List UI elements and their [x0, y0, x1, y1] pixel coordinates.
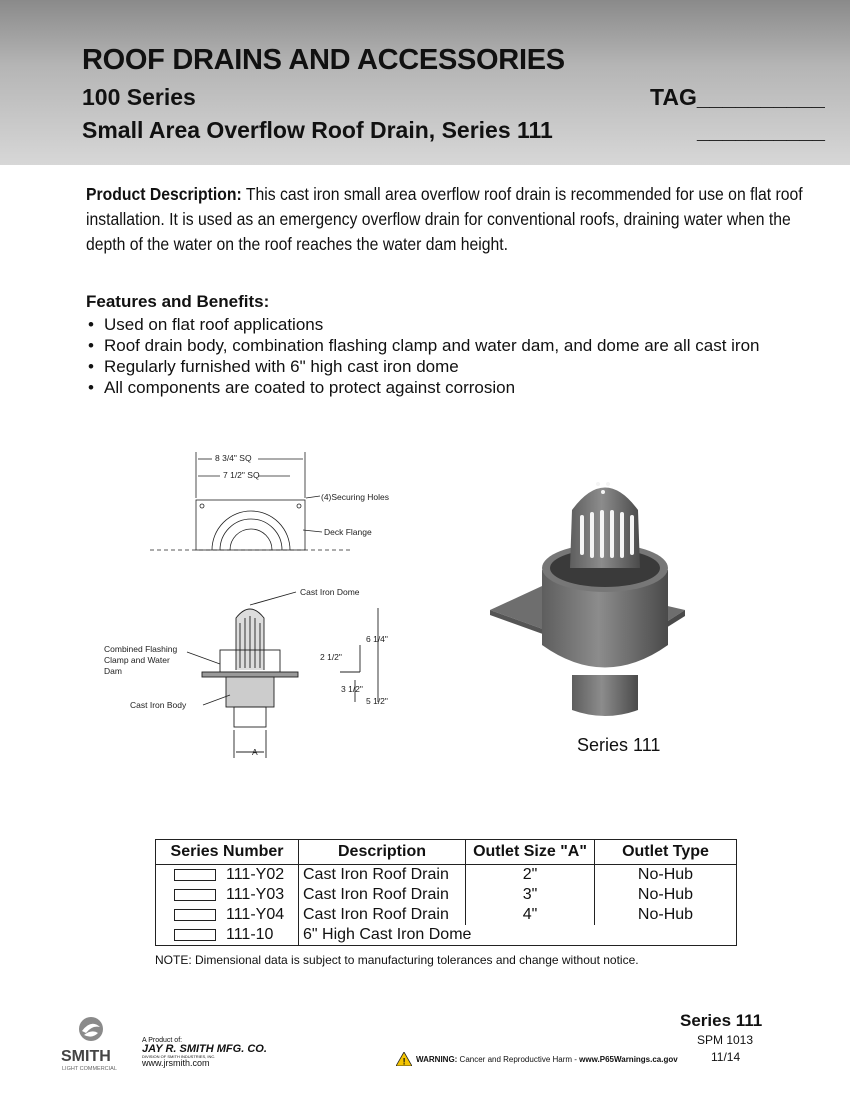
outlet-type-cell: No-Hub — [595, 905, 737, 925]
outlet-size-cell: 4" — [466, 905, 595, 925]
table-row — [156, 885, 737, 905]
logo-text: SMITH — [61, 1048, 111, 1065]
features-title: Features and Benefits: — [86, 292, 270, 311]
company-website-link[interactable]: www.jrsmith.com — [142, 1058, 210, 1068]
dome-label: Cast Iron Dome — [300, 587, 360, 597]
svg-text:!: ! — [402, 1056, 406, 1066]
series-number-cell: 111-Y03 — [226, 886, 285, 903]
manufacturer-block — [142, 1036, 267, 1068]
section-view — [187, 592, 378, 758]
dim-outer-label: 8 3/4" SQ — [215, 453, 252, 463]
company-subtitle: DIVISION OF SMITH INDUSTRIES, INC. — [142, 1054, 216, 1059]
header-band — [0, 0, 850, 165]
page-title: ROOF DRAINS AND ACCESSORIES — [82, 44, 565, 76]
table-row — [156, 905, 737, 925]
product-subtitle: Small Area Overflow Roof Drain, Series 111 — [82, 117, 553, 143]
description-cell: 6" High Cast Iron Dome — [299, 925, 737, 946]
photo-caption: Series 111 — [577, 735, 661, 755]
clamp-label-line1: Combined Flashing — [104, 644, 178, 654]
col-description: Description — [299, 840, 466, 865]
table-note: NOTE: Dimensional data is subject to manufacturing tolerances and change without notice. — [155, 953, 639, 967]
description-cell: Cast Iron Roof Drain — [299, 885, 466, 905]
product-photo — [480, 470, 700, 730]
tag-checkbox[interactable] — [174, 869, 216, 881]
logo-subtext: LIGHT COMMERCIAL — [62, 1066, 117, 1072]
warning-url-link[interactable]: www.P65Warnings.ca.gov — [579, 1054, 678, 1064]
description-cell: Cast Iron Roof Drain — [299, 865, 466, 886]
dim-a-label: A — [252, 747, 258, 757]
description-cell: Cast Iron Roof Drain — [299, 905, 466, 925]
series-number-cell: 111-Y02 — [226, 866, 285, 883]
footer-series: Series 111 — [680, 1011, 763, 1030]
feature-item: • Roof drain body, combination flashing clamp and water dam, and dome are all cast iron — [86, 335, 760, 356]
dim-dome-label: 2 1/2" — [320, 652, 342, 662]
prop65-warning — [396, 1052, 678, 1066]
body-label: Cast Iron Body — [130, 700, 187, 710]
footer-spm: SPM 1013 — [697, 1033, 754, 1047]
series-number-cell: 111-10 — [226, 926, 274, 943]
col-outlet-size: Outlet Size "A" — [466, 840, 595, 865]
plan-view — [150, 452, 350, 550]
company-name: JAY R. SMITH MFG. CO. — [142, 1043, 267, 1055]
dim-lower-label: 5 1/2" — [366, 696, 388, 706]
footer-date: 11/14 — [711, 1050, 741, 1064]
warning-label: WARNING: — [416, 1054, 458, 1064]
table-row — [156, 925, 737, 946]
warning-text: Cancer and Reproductive Harm - — [457, 1054, 580, 1064]
tag-checkbox[interactable] — [174, 909, 216, 921]
tag-checkbox[interactable] — [174, 929, 216, 941]
features-list — [86, 314, 760, 398]
table-row — [156, 865, 737, 886]
tag-field: TAG__________ — [650, 84, 825, 110]
outlet-type-cell: No-Hub — [595, 865, 737, 886]
feature-item: • Used on flat roof applications — [86, 314, 760, 335]
dim-mid-label: 3 1/2" — [341, 684, 363, 694]
smith-logo — [58, 1015, 128, 1075]
outlet-size-cell: 3" — [466, 885, 595, 905]
securing-holes-label: (4)Securing Holes — [321, 492, 390, 502]
series-title: 100 Series — [82, 84, 196, 110]
outlet-type-cell: No-Hub — [595, 885, 737, 905]
col-outlet-type: Outlet Type — [595, 840, 737, 865]
dim-inner-label: 7 1/2" SQ — [223, 470, 260, 480]
clamp-label-line2: Clamp and Water — [104, 655, 170, 665]
outlet-size-cell: 2" — [466, 865, 595, 886]
technical-drawing — [90, 440, 430, 770]
product-description — [86, 182, 816, 257]
description-label: Product Description: — [86, 184, 242, 204]
dim-total-label: 6 1/4" — [366, 634, 388, 644]
tag-checkbox[interactable] — [174, 889, 216, 901]
spec-table — [155, 839, 737, 946]
tag-field-line2: __________ — [697, 117, 825, 143]
deck-flange-label: Deck Flange — [324, 527, 372, 537]
col-series-number: Series Number — [156, 840, 299, 865]
description-text: This cast iron small area overflow roof drain is recommended for use on flat roof installation. It is used as an emergency overflow drain for conventional roofs, draining water when the depth of the water on the roof reaches the water dam height. — [86, 184, 803, 254]
feature-item: • All components are coated to protect against corrosion — [86, 377, 760, 398]
table-header-row — [156, 840, 737, 865]
clamp-label-line3: Dam — [104, 666, 122, 676]
smith-logo-icon — [58, 1015, 128, 1075]
series-number-cell: 111-Y04 — [226, 906, 285, 923]
warning-icon — [396, 1052, 412, 1066]
product-of-label: A Product of: — [142, 1037, 183, 1044]
feature-item: • Regularly furnished with 6" high cast iron dome — [86, 356, 760, 377]
